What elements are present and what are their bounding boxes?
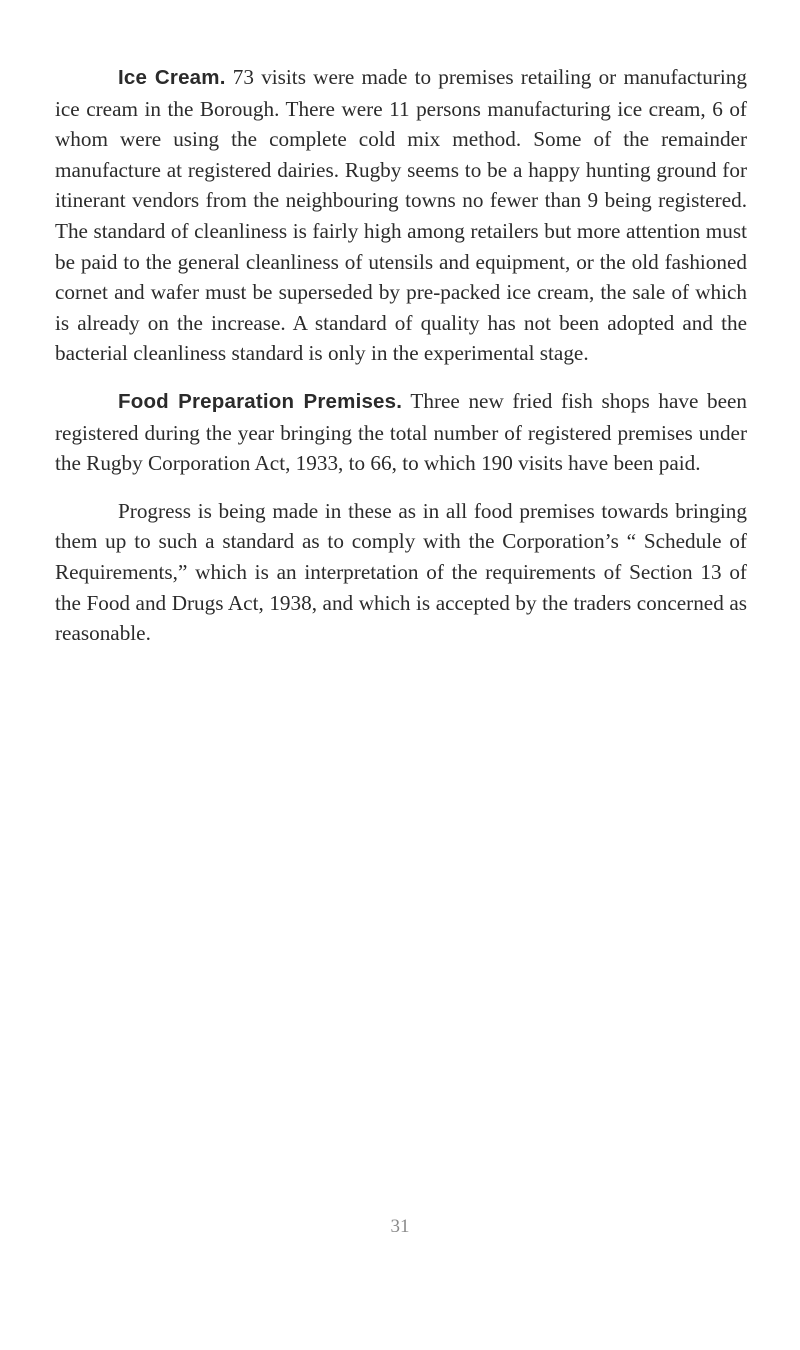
paragraph-food-preparation [55,386,747,479]
page-number: 31 [390,1216,410,1237]
paragraph-text: Progress is being made in these as in all food premises towards bringing them up to such a standard as to comply with the Corporation’s “ Schedule of Requirements,” which is an interpretation of the requirements of Section 13 of the Food and Drugs Act, 1938, and which is accepted by the traders concerned as reasonable. [55,498,747,646]
paragraph-text: 73 visits were made to premises retailing or manufacturing ice cream in the Borough. There were 11 persons manufacturing ice cream, 6 of whom were using the complete cold mix method. Some of the remainder manufacture at registered dairies. Rugby seems to be a happy hunting ground for itinerant vendors from the neighbouring towns no fewer than 9 being registered. The standard of cleanliness is fairly high among retailers but more attention must be paid to the general cleanliness of utensils and equipment, or the old fashioned cornet and wafer must be superseded by pre-packed ice cream, the sale of which is already on the increase. A standard of quality has not been adopted and the bacterial cleanliness standard is only in the experimental stage. [55,65,747,366]
paragraph-progress [55,496,747,649]
paragraph-text: Three new fried fish shops have been registered during the year bringing the total number of registered premises under the Rugby Corporation Act, 1933, to 66, to which 190 visits have been paid. [55,388,747,476]
paragraph-ice-cream [55,62,747,369]
document-body [55,62,747,649]
heading-ice-cream: Ice Cream. [118,66,226,89]
heading-food-preparation: Food Preparation Premises. [118,389,403,413]
